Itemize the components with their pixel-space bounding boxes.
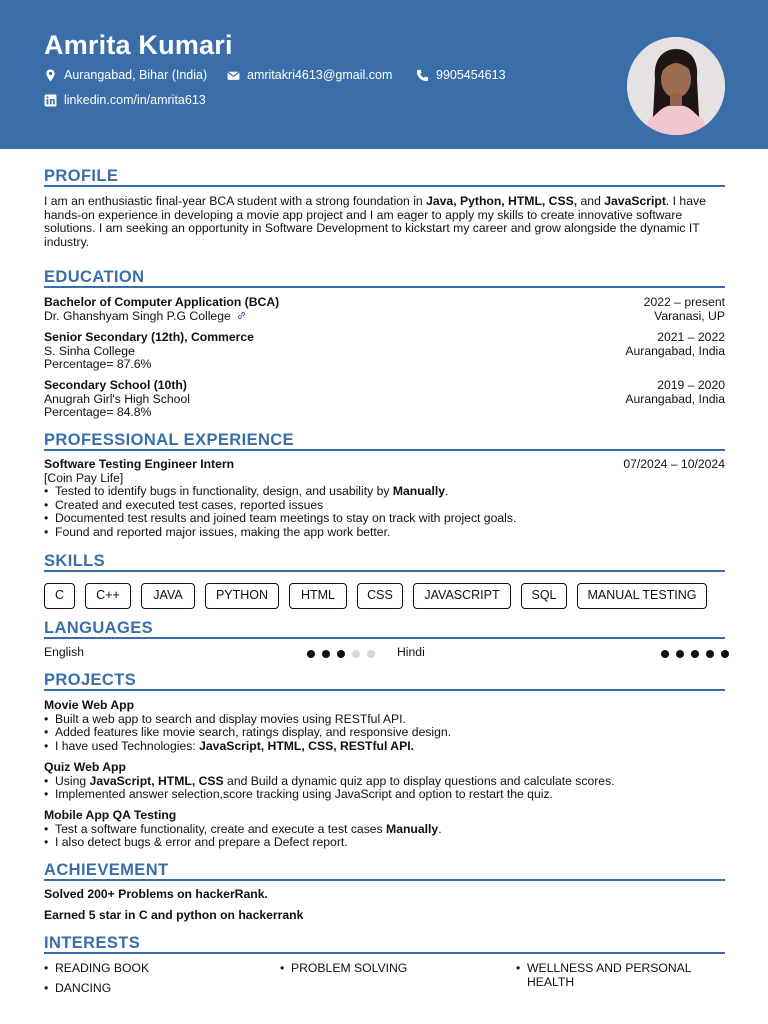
linkedin-icon: [44, 94, 57, 107]
project-bullet: • Added features like movie search, ratings display, and responsive design.: [44, 725, 452, 740]
proficiency-dot: [676, 650, 684, 658]
interest-item: • DANCING: [44, 981, 112, 995]
education-heading: EDUCATION: [44, 268, 725, 288]
skill-chip: PYTHON: [205, 583, 279, 609]
skill-chip: HTML: [289, 583, 347, 609]
profile-js-bold: JavaScript: [604, 194, 666, 208]
project-bullet: • Using JavaScript, HTML, CSS and Build a dynamic quiz app to display questions and calculate scores.: [44, 773, 615, 788]
percentage: Percentage= 84.8%: [44, 405, 152, 420]
projects-heading: PROJECTS: [44, 671, 725, 691]
experience-item: [44, 458, 725, 540]
proficiency-dot: [352, 650, 360, 658]
project-title: Quiz Web App: [44, 760, 126, 774]
language-level-english: [307, 650, 375, 658]
edu-place: Varanasi, UP: [654, 308, 725, 323]
proficiency-dot: [691, 650, 699, 658]
proficiency-dot: [706, 650, 714, 658]
education-item: [44, 331, 725, 372]
experience-bullet: • Created and executed test cases, reported issues: [44, 497, 324, 512]
skill-chip: C: [44, 583, 75, 609]
experience-bullet: • Tested to identify bugs in functionality, design, and usability by Manually.: [44, 484, 449, 499]
degree-title: Secondary School (10th): [44, 378, 187, 392]
envelope-icon: [227, 69, 240, 82]
degree-title: Senior Secondary (12th), Commerce: [44, 330, 254, 344]
email-text[interactable]: amritakri4613@gmail.com: [247, 68, 393, 82]
proficiency-dot: [307, 650, 315, 658]
interest-item: • READING BOOK: [44, 961, 150, 975]
education-dates: [625, 331, 725, 358]
education-item: [44, 379, 725, 420]
profile-heading: PROFILE: [44, 167, 725, 187]
edu-place: Aurangabad, India: [625, 391, 725, 406]
company-name: [Coin Pay Life]: [44, 470, 124, 485]
profile-skills-bold: Java, Python, HTML, CSS,: [426, 194, 578, 208]
candidate-name: Amrita Kumari: [44, 30, 233, 60]
language-level-hindi: [661, 650, 729, 658]
education-dates: [644, 296, 725, 323]
experience-bullet: • Found and reported major issues, making the app work better.: [44, 524, 391, 539]
project-bullet: • Test a software functionality, create and execute a test cases Manually.: [44, 821, 442, 836]
project-bullet: • I also detect bugs & error and prepare a Defect report.: [44, 835, 348, 850]
proficiency-dot: [661, 650, 669, 658]
interest-item: • WELLNESS AND PERSONAL HEALTH: [516, 961, 692, 989]
project-bullet: • I have used Technologies: JavaScript, HTML, CSS, RESTful API.: [44, 738, 415, 753]
resume-header: [0, 0, 768, 149]
proficiency-dot: [367, 650, 375, 658]
school-name: Dr. Ghanshyam Singh P.G College: [44, 310, 725, 324]
phone-icon: [416, 69, 429, 82]
project-bullet: • Built a web app to search and display movies using RESTful API.: [44, 711, 406, 726]
achievement-line: Earned 5 star in C and python on hackerrank: [44, 908, 304, 922]
profile-text-3: . I have hands-on experience in developing a movie app project and I am eager to apply my skills to create innovative software solutions. I am seeking an opportunity in Software Development to kickstart my career and grow alongside the dynamic IT industry.: [44, 194, 706, 249]
skill-chip: SQL: [521, 583, 567, 609]
experience-dates: 07/2024 – 10/2024: [623, 457, 725, 471]
percentage: Percentage= 87.6%: [44, 357, 152, 372]
edu-date: 2019 – 2020: [657, 378, 725, 392]
link-icon[interactable]: [236, 310, 247, 321]
edu-place: Aurangabad, India: [625, 343, 725, 358]
skill-chip: JAVASCRIPT: [413, 583, 511, 609]
phone-text[interactable]: 9905454613: [436, 68, 506, 82]
school-name: S. Sinha College: [44, 343, 135, 358]
interests-heading: INTERESTS: [44, 934, 725, 954]
phone-line[interactable]: [416, 67, 506, 83]
location-text: Aurangabad, Bihar (India): [64, 68, 208, 82]
project-item: [44, 809, 725, 850]
linkedin-line[interactable]: [44, 92, 206, 108]
project-item: [44, 699, 725, 753]
project-item: [44, 761, 725, 802]
linkedin-text[interactable]: linkedin.com/in/amrita613: [64, 93, 206, 107]
degree-title: Bachelor of Computer Application (BCA): [44, 295, 280, 309]
skill-chip: MANUAL TESTING: [577, 583, 707, 609]
proficiency-dot: [721, 650, 729, 658]
achievement-heading: ACHIEVEMENT: [44, 861, 725, 881]
language-name: English: [44, 645, 84, 659]
profile-text-2: and: [577, 194, 605, 208]
profile-photo: [627, 37, 725, 135]
languages-heading: LANGUAGES: [44, 619, 725, 639]
project-title: Movie Web App: [44, 698, 135, 712]
location-line: [44, 67, 207, 83]
profile-text-1: I am an enthusiastic final-year BCA student with a strong foundation in: [44, 194, 427, 208]
profile-summary: [44, 195, 725, 249]
experience-heading: PROFESSIONAL EXPERIENCE: [44, 431, 725, 451]
person-portrait-icon: [627, 37, 725, 135]
language-name: Hindi: [397, 645, 425, 659]
skills-heading: SKILLS: [44, 552, 725, 572]
education-item: [44, 296, 725, 323]
experience-bullet: • Documented test results and joined team meetings to stay on track with project goals.: [44, 511, 517, 526]
skill-chip: C++: [85, 583, 131, 609]
edu-date: 2022 – present: [643, 295, 725, 309]
achievement-line: Solved 200+ Problems on hackerRank.: [44, 887, 268, 901]
skill-chip: CSS: [357, 583, 403, 609]
proficiency-dot: [337, 650, 345, 658]
education-dates: [625, 379, 725, 406]
interest-item: • PROBLEM SOLVING: [280, 961, 408, 975]
edu-date: 2021 – 2022: [657, 330, 725, 344]
project-title: Mobile App QA Testing: [44, 808, 177, 822]
project-bullet: • Implemented answer selection,score tracking using JavaScript and option to restart the quiz.: [44, 787, 553, 802]
email-line[interactable]: [227, 67, 392, 83]
job-title: Software Testing Engineer Intern: [44, 457, 235, 471]
skill-chip: JAVA: [141, 583, 195, 609]
location-pin-icon: [44, 69, 57, 82]
proficiency-dot: [322, 650, 330, 658]
school-name: Anugrah Girl's High School: [44, 391, 190, 406]
